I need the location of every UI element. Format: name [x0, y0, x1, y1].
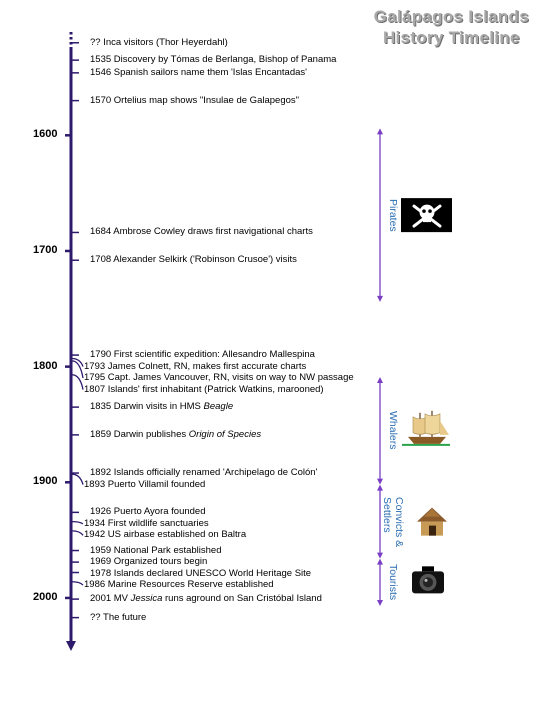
event-connector — [72, 582, 83, 585]
event-text: 1708 Alexander Selkirk ('Robinson Crusoe') visits — [90, 254, 297, 266]
event-text: 1926 Puerto Ayora founded — [90, 506, 206, 518]
event-label — [84, 384, 324, 396]
event-text: 1684 Ambrose Cowley draws first navigational charts — [90, 226, 313, 238]
event-label — [90, 556, 207, 568]
era-arrow-down — [377, 296, 383, 302]
era-label-pirates — [387, 199, 399, 232]
event-text: 1969 Organized tours begin — [90, 556, 208, 568]
event-text: ?? The future — [90, 611, 147, 623]
era-arrow-up — [377, 485, 383, 491]
lens-glint — [425, 579, 428, 582]
event-text: 1978 Islands declared UNESCO World Heritage Site — [90, 567, 312, 579]
event-text: 1546 Spanish sailors name them 'Islas Encantadas' — [90, 66, 307, 78]
event-label — [90, 349, 315, 361]
event-text: runs aground on San Cristóbal Island — [162, 593, 322, 605]
event-label — [90, 226, 313, 238]
year-label: 1700 — [33, 243, 58, 256]
event-text-italic: Origin of Species — [188, 428, 262, 440]
event-label — [90, 545, 222, 557]
camera-lens-inner — [423, 577, 433, 587]
event-label — [90, 467, 317, 479]
event-label — [90, 401, 233, 413]
skull-eye — [422, 209, 426, 213]
era-label-line: Whalers — [387, 411, 399, 450]
sailing-ship-icon — [402, 411, 450, 445]
era-arrow-down — [377, 600, 383, 606]
event-text: 1942 US airbase established on Baltra — [84, 529, 247, 541]
event-label — [84, 518, 209, 530]
event-text: 2001 MV — [90, 593, 131, 605]
era-label-whalers — [387, 411, 399, 450]
event-connector — [72, 375, 83, 390]
event-text: 1793 James Colnett, RN, makes first accurate charts — [84, 360, 307, 372]
event-label — [90, 568, 311, 580]
title-line-1: Galápagos Islands — [373, 7, 529, 26]
skull-eye — [428, 209, 432, 213]
year-label: 1900 — [33, 475, 58, 488]
event-text: 1790 First scientific expedition: Allesandro Mallespina — [90, 349, 315, 361]
pirate-flag-icon — [401, 198, 452, 232]
hut-door — [429, 526, 436, 536]
event-connector — [72, 531, 83, 535]
title-line-2: History Timeline — [382, 28, 520, 47]
era-arrow-down — [377, 553, 383, 559]
ship-jib — [440, 421, 449, 435]
event-label — [84, 529, 246, 541]
era-arrow-up — [377, 559, 383, 565]
era-arrow-up — [377, 128, 383, 134]
ship-hull — [408, 437, 446, 444]
camera-icon — [412, 566, 444, 593]
axis-dot — [70, 37, 73, 40]
year-label: 1800 — [33, 359, 58, 372]
event-connector — [72, 522, 83, 524]
event-text-italic: Beagle — [203, 401, 234, 413]
event-text: 1807 Islands' first inhabitant (Patrick Watkins, marooned) — [84, 383, 324, 395]
event-text: 1570 Ortelius map shows "Insulae de Galapegos" — [90, 94, 300, 106]
event-label — [84, 479, 205, 491]
event-connector — [72, 359, 83, 367]
event-label — [90, 37, 228, 49]
event-connector — [72, 474, 83, 484]
event-label — [84, 372, 354, 384]
event-text: 1835 Darwin visits in HMS — [90, 401, 204, 413]
era-label-line: Convicts & — [393, 496, 405, 547]
event-label — [90, 429, 261, 441]
event-label — [84, 579, 274, 591]
era-label-line: Tourists — [387, 564, 399, 601]
camera-flash — [422, 566, 434, 571]
event-label — [90, 54, 336, 66]
event-label — [90, 506, 206, 518]
event-text: 1795 Capt. James Vancouver, RN, visits on way to NW passage — [84, 372, 354, 384]
event-text: 1535 Discovery by Tómas de Berlanga, Bishop of Panama — [90, 54, 337, 66]
event-text: 1959 National Park established — [90, 544, 222, 556]
hut-roof-highlight — [424, 509, 440, 517]
event-text: 1859 Darwin publishes — [90, 428, 189, 440]
era-label-convicts-settlers — [381, 497, 405, 547]
event-label — [90, 593, 322, 605]
event-text: ?? Inca visitors (Thor Heyerdahl) — [90, 36, 228, 48]
era-label-line: Settlers — [381, 496, 393, 533]
axis-arrowhead — [66, 641, 76, 651]
ship-sail — [425, 414, 440, 435]
event-label — [84, 361, 306, 373]
skull-jaw — [423, 216, 431, 222]
event-label — [90, 95, 299, 107]
event-text: 1892 Islands officially renamed 'Archipelago de Colón' — [90, 467, 318, 479]
era-arrow-down — [377, 479, 383, 485]
era-arrow-up — [377, 377, 383, 383]
era-label-line: Pirates — [387, 198, 399, 232]
hut-icon — [417, 508, 447, 536]
event-text: 1934 First wildlife sanctuaries — [84, 517, 209, 529]
era-label-tourists — [387, 564, 399, 600]
event-text-italic: Jessica — [130, 593, 163, 605]
event-label — [90, 67, 307, 79]
event-text: 1893 Puerto Villamil founded — [84, 478, 206, 490]
year-label: 2000 — [33, 590, 58, 603]
event-label — [90, 254, 297, 266]
event-label — [90, 612, 146, 624]
axis-dot — [70, 32, 73, 35]
event-text: 1986 Marine Resources Reserve established — [84, 579, 274, 591]
year-label: 1600 — [33, 128, 58, 141]
